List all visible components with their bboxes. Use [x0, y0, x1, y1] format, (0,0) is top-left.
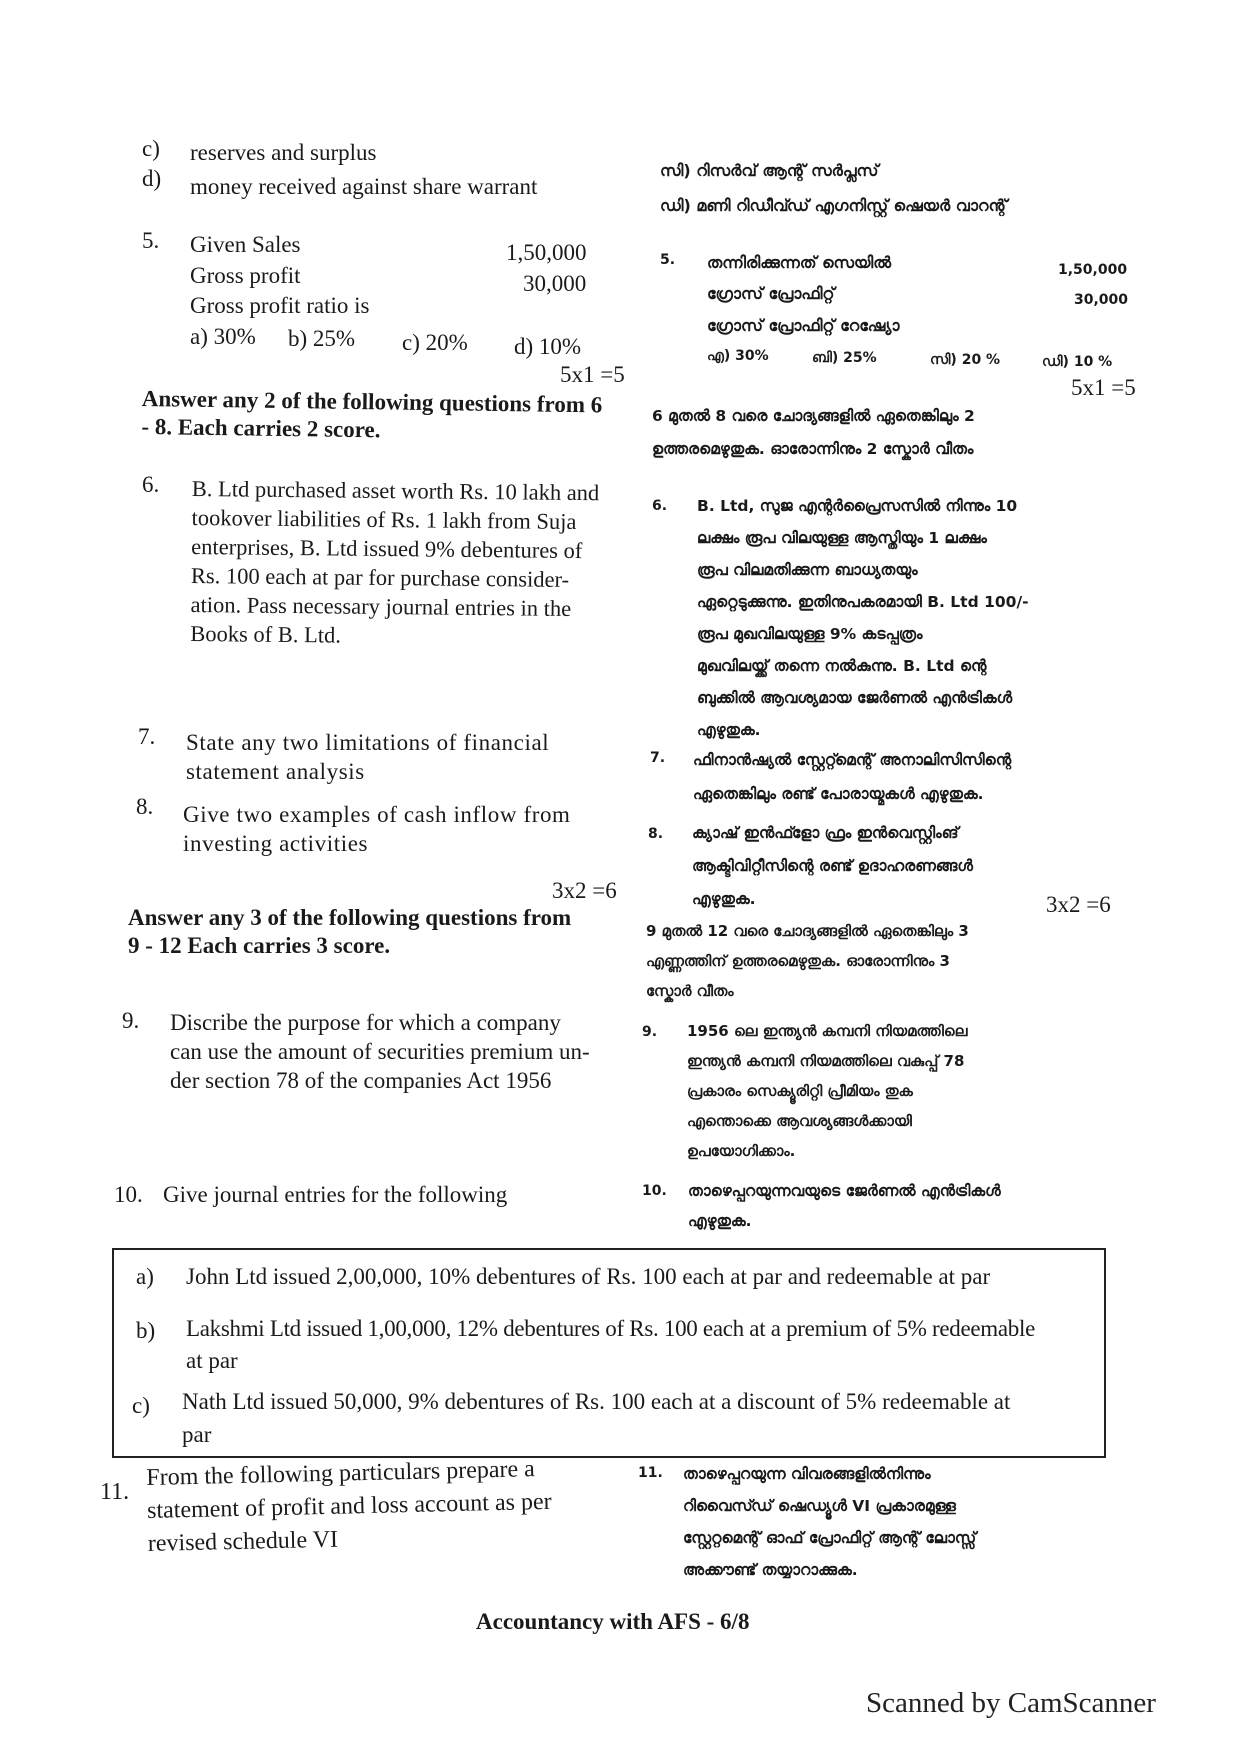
q5-option: c) 20%	[402, 330, 468, 355]
question-number: 10.	[642, 1183, 667, 1199]
question-number: 7.	[138, 724, 156, 749]
q5-option-ml: ഡി) 10 %	[1042, 354, 1113, 370]
question-number: 8.	[648, 826, 664, 842]
question-7-text: State any two limitations of financial statement analysis	[186, 730, 550, 784]
q5-ratio-label: Gross profit ratio is	[190, 293, 370, 318]
question-10-text: Give journal entries for the following	[163, 1182, 508, 1207]
q5-gp-label: Gross profit	[190, 263, 301, 288]
question-9-text: Discribe the purpose for which a company can use the amount of securities premium un- der section 78 of the companies Act 1956	[170, 1010, 590, 1093]
q5-sales-label: Given Sales	[190, 232, 301, 257]
question-11-text: From the following particulars prepare a statement of profit and loss account as per revised schedule VI	[146, 1456, 552, 1557]
q5-sales-value: 1,50,000	[506, 240, 587, 265]
q5-option-ml: എ) 30%	[707, 348, 769, 364]
question-number: 11.	[638, 1465, 663, 1481]
scanner-watermark: Scanned by CamScanner	[866, 1687, 1156, 1719]
score-label: 3x2 =6	[1046, 892, 1111, 917]
section-heading-ml: 9 മുതൽ 12 വരെ ചോദ്യങ്ങളിൽ ഏതെങ്കിലും 3 എണ്ണത്തിന് ഉത്തരമെഴുതുക. ഓരോന്നിനും 3 സ്കോർ വീതം	[646, 922, 969, 1000]
q5-option: d) 10%	[514, 334, 582, 359]
q5-option-ml: സി) 20 %	[930, 352, 1001, 368]
question-number: 11.	[100, 1479, 130, 1505]
q5-ratio-label-ml: ഗ്രോസ് പ്രോഫിറ്റ് റേഷ്യോ	[707, 316, 900, 335]
q5-gp-value-ml: 30,000	[1074, 292, 1129, 308]
question-number: 8.	[136, 794, 154, 819]
score-label: 5x1 =5	[1071, 375, 1136, 400]
option-text-ml: ഡി) മണി റിഡീവ്ഡ് എഗനിസ്റ്റ് ഷെയർ വാറന്റ്	[660, 196, 1008, 215]
q5-option-ml: ബി) 25%	[812, 350, 877, 366]
question-8-text-ml: ക്യാഷ് ഇൻഫ്ളോ ഫ്രം ഇൻവെസ്റ്റിംങ് ആക്ടിവിറ്റീസിന്റെ രണ്ട് ഉദാഹരണങ്ങൾ എഴുതുക.	[692, 824, 973, 908]
question-number: 7.	[650, 750, 666, 766]
question-number: 9.	[642, 1024, 658, 1040]
option-label: d)	[142, 166, 162, 191]
option-text: reserves and surplus	[190, 140, 377, 165]
question-11-text-ml: താഴെപ്പറയുന്ന വിവരങ്ങളിൽനിന്നും റിവൈസ്ഡ് ഷെഡ്യൂൾ VI പ്രകാരമുള്ള സ്റ്റേറ്റമെന്റ് ഓഫ് പ്രോഫിറ്റ് ആന്റ് ലോസ്സ് അക്കൗണ്ട് തയ്യാറാക്കുക.	[683, 1465, 977, 1579]
q5-sales-label-ml: തന്നിരിക്കുന്നത് സെയിൽ	[707, 253, 892, 272]
q5-option: b) 25%	[288, 326, 356, 351]
question-number: 6.	[142, 472, 160, 497]
q5-gp-label-ml: ഗ്രോസ് പ്രോഫിറ്റ്	[707, 284, 835, 303]
question-number: 6.	[652, 498, 668, 514]
option-text-ml: സി) റിസർവ് ആന്റ് സർപ്ലസ്	[660, 161, 879, 180]
question-number: 10.	[114, 1182, 143, 1207]
score-label: 3x2 =6	[552, 878, 617, 903]
section-heading: Answer any 2 of the following questions from 6 - 8. Each carries 2 score.	[141, 385, 603, 443]
q5-sales-value-ml: 1,50,000	[1058, 262, 1128, 278]
section-heading-ml: 6 മുതൽ 8 വരെ ചോദ്യങ്ങളിൽ ഏതെങ്കിലും 2 ഉത്തരമെഴുതുക. ഓരോന്നിനും 2 സ്കോർ വീതം	[652, 407, 975, 458]
question-10-text-ml: താഴെപ്പറയുന്നവയുടെ ജേർണൽ എൻട്രികൾ എഴുതുക.	[688, 1182, 1001, 1230]
question-number: 9.	[122, 1008, 140, 1033]
question-10-box: a) John Ltd issued 2,00,000, 10% debentures of Rs. 100 each at par and redeemable at par b) Lakshmi Ltd issued 1,00,000, 12% debentures of Rs. 100 each at a premium of 5% redeemable at par c) Nath Ltd issued 50,000, 9% debentures of Rs. 100 each at a discount of 5% redeemable at par	[112, 1248, 1106, 1458]
question-9-text-ml: 1956 ലെ ഇന്ത്യൻ കമ്പനി നിയമത്തിലെ ഇന്ത്യൻ കമ്പനി നിയമത്തിലെ വകുപ്പ് 78 പ്രകാരം സെക്യൂരിറ്റി പ്രീമിയം തുക എന്തൊക്കെ ആവശ്യങ്ങൾക്കായി ഉപയോഗിക്കാം.	[687, 1022, 968, 1160]
q5-gp-value: 30,000	[523, 271, 587, 296]
question-6-text: B. Ltd purchased asset worth Rs. 10 lakh and tookover liabilities of Rs. 1 lakh from Suja enterprises, B. Ltd issued 9% debentures of Rs. 100 each at par for purchase consider- ation. Pass necessary journal entries in the Books of B. Ltd.	[190, 475, 600, 648]
section-heading: Answer any 3 of the following questions from 9 - 12 Each carries 3 score.	[128, 905, 572, 958]
q5-option: a) 30%	[190, 324, 256, 349]
option-text: money received against share warrant	[190, 174, 538, 199]
page-footer: Accountancy with AFS - 6/8	[476, 1609, 750, 1634]
question-8-text: Give two examples of cash inflow from investing activities	[183, 802, 571, 856]
question-7-text-ml: ഫിനാൻഷ്യൽ സ്റ്റേറ്റ്മെന്റ് അനാലിസിസിന്റെ ഏതെങ്കിലും രണ്ട് പോരായ്മകൾ എഴുതുക.	[693, 751, 1012, 803]
question-number: 5.	[142, 228, 160, 253]
question-6-text-ml: B. Ltd, സുജ എന്റർപ്രൈസസിൽ നിന്നും 10 ലക്ഷം രൂപ വിലയുള്ള ആസ്തിയും 1 ലക്ഷം രൂപ വിലമതിക്കുന്ന ബാധ്യതയും ഏറ്റെടുക്കുന്നു. ഇതിനുപകരമായി B. Ltd 100/- രൂപ മുഖവിലയുള്ള 9% കടപ്പത്രം മുഖവിലയ്ക്ക് തന്നെ നൽകുന്നു. B. Ltd ന്റെ ബുക്കിൽ ആവശ്യമായ ജേർണൽ എൻട്രികൾ എഴുതുക.	[697, 497, 1029, 739]
option-label: c)	[142, 136, 160, 161]
score-label: 5x1 =5	[560, 362, 625, 387]
question-number: 5.	[660, 252, 676, 268]
